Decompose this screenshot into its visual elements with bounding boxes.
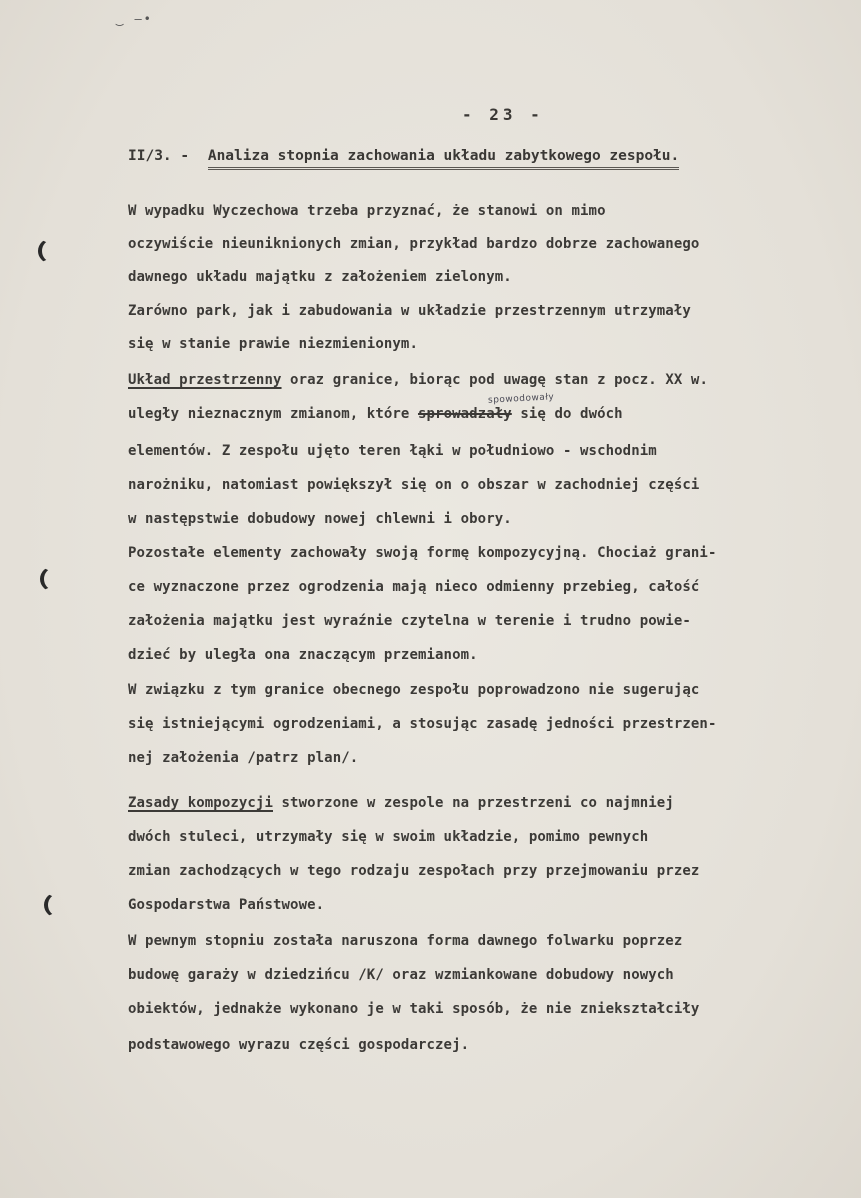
section-number: II/3. - <box>128 148 190 164</box>
punch-hole-3 <box>44 892 72 918</box>
text-line <box>128 795 838 811</box>
section-title: Analiza stopnia zachowania układu zabytkowego zespołu. <box>208 148 679 170</box>
punch-hole-2 <box>40 566 68 592</box>
text-line: elementów. Z zespołu ujęto teren łąki w południowo - wschodnim <box>128 443 657 459</box>
text-line <box>128 406 838 422</box>
underlined-phrase: Układ przestrzenny <box>128 372 282 388</box>
text-line <box>128 372 838 388</box>
page-number: - 23 - <box>462 105 544 124</box>
line-before: uległy nieznacznym zmianom, które <box>128 406 418 422</box>
underlined-phrase: Zasady kompozycji <box>128 795 273 811</box>
text-line: obiektów, jednakże wykonano je w taki sposób, że nie zniekształciły <box>128 1001 700 1017</box>
text-line: dwóch stuleci, utrzymały się w swoim układzie, pomimo pewnych <box>128 829 649 845</box>
text-line: zmian zachodzących w tego rodzaju zespołach przy przejmowaniu przez <box>128 863 700 879</box>
text-line: W pewnym stopniu została naruszona forma dawnego folwarku poprzez <box>128 933 683 949</box>
struck-word: sprowadzały <box>417 406 512 422</box>
top-left-mark: ‿ ‒• <box>116 12 153 26</box>
text-line: W wypadku Wyczechowa trzeba przyznać, że stanowi on mimo <box>128 203 606 219</box>
text-line: nej założenia /patrz plan/. <box>128 750 359 766</box>
text-line: Pozostałe elementy zachowały swoją formę kompozycyjną. Chociaż grani- <box>128 545 717 561</box>
text-line: założenia majątku jest wyraźnie czytelna w terenie i trudno powie- <box>128 613 691 629</box>
text-line: Zarówno park, jak i zabudowania w układzie przestrzennym utrzymały <box>128 303 691 319</box>
text-line: podstawowego wyrazu części gospodarczej. <box>128 1037 470 1053</box>
text-line: narożniku, natomiast powiększył się on o obszar w zachodniej części <box>128 477 700 493</box>
punch-hole-1 <box>38 238 66 264</box>
text-line: Gospodarstwa Państwowe. <box>128 897 325 913</box>
text-line: oczywiście nieuniknionych zmian, przykład bardzo dobrze zachowanego <box>128 236 700 252</box>
line-after: się do dwóch <box>511 406 623 422</box>
text-line: dawnego układu majątku z założeniem zielonym. <box>128 269 512 285</box>
section-heading <box>128 148 788 164</box>
text-line: ce wyznaczone przez ogrodzenia mają nieco odmienny przebieg, całość <box>128 579 700 595</box>
text-line: budowę garaży w dziedzińcu /K/ oraz wzmiankowane dobudowy nowych <box>128 967 674 983</box>
line-rest: oraz granice, biorąc pod uwagę stan z pocz. XX w. <box>281 372 708 388</box>
handwritten-correction: spowodowały <box>487 392 555 406</box>
text-line: się istniejącymi ogrodzeniami, a stosując zasadę jedności przestrzen- <box>128 716 717 732</box>
line-rest: stworzone w zespole na przestrzeni co najmniej <box>273 795 674 811</box>
text-line: się w stanie prawie niezmienionym. <box>128 336 418 352</box>
text-line: w następstwie dobudowy nowej chlewni i obory. <box>128 511 512 527</box>
text-line: dzieć by uległa ona znaczącym przemianom. <box>128 647 478 663</box>
text-line: W związku z tym granice obecnego zespołu poprowadzono nie sugerując <box>128 682 700 698</box>
